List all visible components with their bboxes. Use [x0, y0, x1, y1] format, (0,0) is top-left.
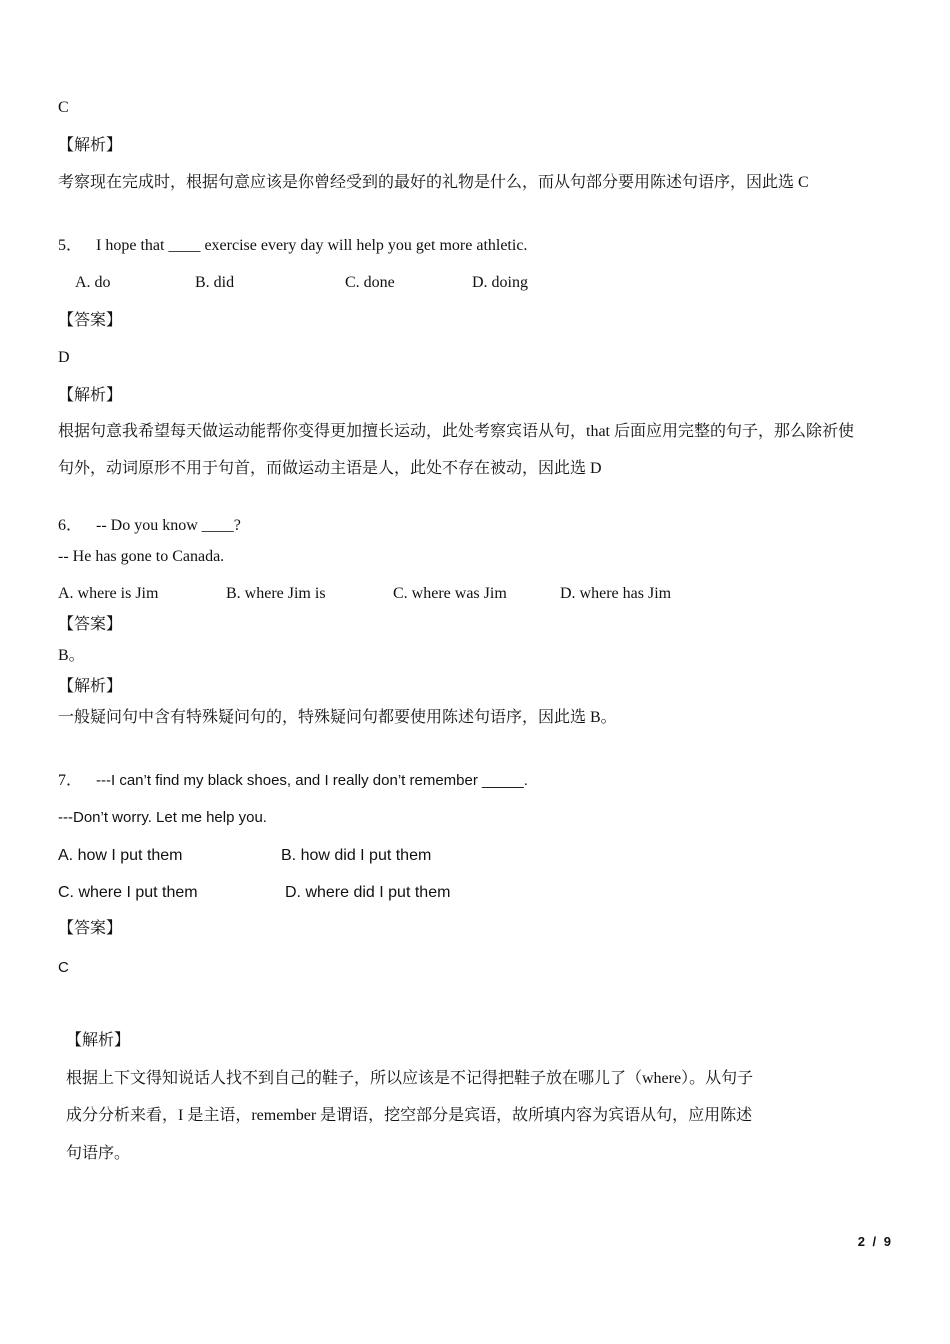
q6-stem: -- Do you know ____?: [96, 517, 241, 534]
q5-analysis-line-2: 句外，动词原形不用于句首，而做运动主语是人，此处不存在被动，因此选 D: [58, 460, 602, 477]
q6-option-d: D. where has Jim: [560, 585, 672, 602]
q5-answer: D: [58, 349, 70, 366]
q5-option-d: D. doing: [472, 274, 528, 291]
q7-option-b: B. how did I put them: [281, 847, 432, 864]
q7-number: 7．: [58, 772, 83, 789]
q5-answer-label: 【答案】: [58, 312, 123, 329]
q5-number: 5．: [58, 237, 83, 254]
q6-answer: B。: [58, 647, 85, 664]
q5-analysis-label: 【解析】: [58, 387, 123, 404]
q6-answer-label: 【答案】: [58, 616, 123, 633]
q6-number: 6．: [58, 517, 83, 534]
q6-option-a: A. where is Jim: [58, 585, 159, 602]
q4-analysis-label: 【解析】: [58, 137, 123, 154]
q6-stem-line: [58, 516, 241, 536]
q5-option-b: B. did: [195, 274, 235, 291]
q7-stem-line: [58, 771, 528, 791]
q5-analysis-line-1: 根据句意我希望每天做运动能帮你变得更加擅长运动，此处考察宾语从句，that 后面应用完整的句子，那么除祈使: [58, 423, 854, 440]
q5-option-a: A. do: [75, 274, 111, 291]
q7-analysis-line-2: 成分分析来看，I 是主语，remember 是谓语，挖空部分是宾语，故所填内容为宾语从句，应用陈述: [66, 1107, 753, 1124]
q7-answer: C: [58, 959, 69, 976]
q6-reply: -- He has gone to Canada.: [58, 548, 225, 565]
q6-analysis: 一般疑问句中含有特殊疑问句的，特殊疑问句都要使用陈述句语序，因此选 B。: [58, 709, 617, 726]
q7-analysis-line-3: 句语序。: [66, 1145, 131, 1162]
q6-option-b: B. where Jim is: [226, 585, 326, 602]
q6-option-c: C. where was Jim: [393, 585, 507, 602]
q4-answer: C: [58, 99, 69, 116]
q7-option-c: C. where I put them: [58, 884, 198, 901]
q7-answer-label: 【答案】: [58, 920, 123, 937]
q5-stem: I hope that ____ exercise every day will help you get more athletic.: [96, 237, 528, 254]
q7-reply: ---Don’t worry. Let me help you.: [58, 809, 267, 826]
q6-analysis-label: 【解析】: [58, 678, 123, 695]
q7-analysis-label: 【解析】: [66, 1032, 131, 1049]
q5-option-c: C. done: [345, 274, 395, 291]
q7-stem: ---I can’t find my black shoes, and I really don’t remember _____.: [96, 772, 528, 789]
q7-option-d: D. where did I put them: [285, 884, 451, 901]
page-number: 2 / 9: [857, 1234, 893, 1249]
q7-option-a: A. how I put them: [58, 847, 183, 864]
q5-stem-line: [58, 236, 527, 256]
q4-analysis: 考察现在完成时，根据句意应该是你曾经受到的最好的礼物是什么，而从句部分要用陈述句语序，因此选 C: [58, 174, 809, 191]
q7-analysis-line-1: 根据上下文得知说话人找不到自己的鞋子，所以应该是不记得把鞋子放在哪儿了（where）。从句子: [66, 1070, 754, 1087]
